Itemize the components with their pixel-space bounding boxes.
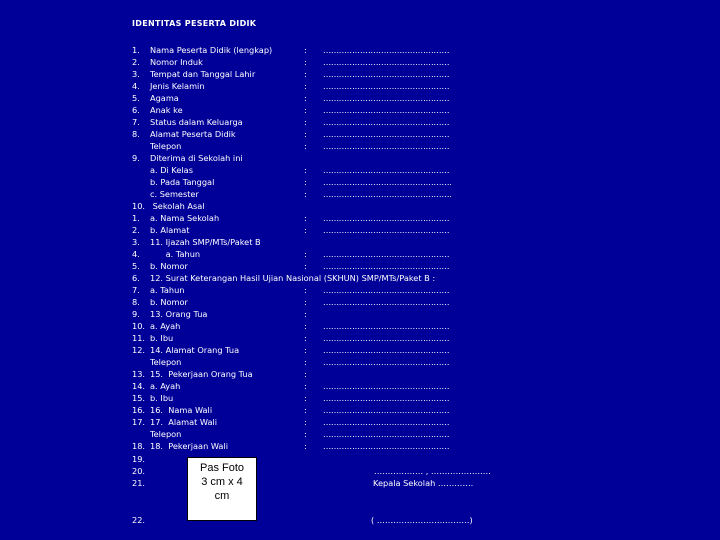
field-row	[0, 212, 720, 224]
field-number: 2.	[132, 57, 140, 67]
field-row	[0, 248, 720, 260]
field-number: 1.	[132, 213, 140, 223]
field-number: 9.	[132, 309, 140, 319]
field-number: 16.	[132, 405, 146, 415]
field-colon: :	[304, 261, 307, 271]
photo-label-line1: Pas Foto	[199, 462, 245, 474]
field-row	[0, 236, 720, 248]
photo-placeholder-box	[187, 457, 257, 521]
field-colon: :	[304, 357, 307, 367]
field-label: a. Ayah	[150, 381, 181, 391]
field-colon: :	[304, 345, 307, 355]
field-blank-line: …………………………………………	[323, 321, 450, 331]
field-blank-line: ………………………………………….	[323, 177, 452, 187]
field-blank-line: …………………………………………	[323, 105, 450, 115]
field-row	[0, 308, 720, 320]
field-label: b. Nomor	[150, 261, 188, 271]
field-blank-line: …………………………………………	[323, 165, 450, 175]
field-row	[0, 272, 720, 284]
field-row	[0, 56, 720, 68]
principal-label: Kepala Sekolah ………….	[373, 478, 474, 488]
field-colon: :	[304, 369, 307, 379]
field-number: 14.	[132, 381, 146, 391]
identity-fields-list	[0, 44, 720, 452]
field-blank-line: …………………………………………	[323, 357, 450, 367]
field-number: 10.	[132, 201, 146, 211]
field-number: 18.	[132, 441, 146, 451]
field-blank-line: …………………………………………	[323, 81, 450, 91]
field-colon: :	[304, 381, 307, 391]
field-row	[0, 416, 720, 428]
field-number: 9.	[132, 153, 140, 163]
field-label: 13. Orang Tua	[150, 309, 208, 319]
field-number: 6.	[132, 105, 140, 115]
field-number: 8.	[132, 297, 140, 307]
place-date-line: ……………… , ………………….	[374, 466, 491, 476]
field-colon: :	[304, 177, 307, 187]
field-label: 12. Surat Keterangan Hasil Ujian Nasional (SKHUN) SMP/MTs/Paket B :	[150, 273, 436, 283]
field-label: 14. Alamat Orang Tua	[150, 345, 240, 355]
field-row	[0, 164, 720, 176]
field-blank-line: …………………………………………	[323, 93, 450, 103]
field-blank-line: …………………………………………	[323, 381, 450, 391]
field-colon: :	[304, 309, 307, 319]
field-label: Agama	[150, 93, 179, 103]
field-label: 11. Ijazah SMP/MTs/Paket B	[150, 237, 261, 247]
field-colon: :	[304, 441, 307, 451]
field-label: Nomor Induk	[150, 57, 203, 67]
field-label: a. Tahun	[150, 285, 185, 295]
field-label: Status dalam Keluarga	[150, 117, 243, 127]
field-colon: :	[304, 213, 307, 223]
field-blank-line: …………………………………………	[323, 69, 450, 79]
field-blank-line: ………………………………………….	[323, 189, 452, 199]
field-row	[0, 140, 720, 152]
field-colon: :	[304, 297, 307, 307]
field-number: 2.	[132, 225, 140, 235]
field-label: Jenis Kelamin	[150, 81, 205, 91]
field-label: a. Ayah	[150, 321, 181, 331]
field-colon: :	[304, 189, 307, 199]
field-label: b. Ibu	[150, 393, 174, 403]
field-row	[0, 68, 720, 80]
field-row	[0, 80, 720, 92]
field-label: a. Nama Sekolah	[150, 213, 220, 223]
field-blank-line: …………………………………………	[323, 117, 450, 127]
field-label: Tempat dan Tanggal Lahir	[150, 69, 256, 79]
field-label: Telepon	[150, 429, 182, 439]
field-row	[0, 188, 720, 200]
field-row	[0, 320, 720, 332]
field-blank-line: …………………………………………	[323, 57, 450, 67]
field-row	[0, 44, 720, 56]
field-row	[0, 368, 720, 380]
photo-label-line3: cm	[214, 490, 230, 502]
field-label: a. Tahun	[150, 249, 201, 259]
field-colon: :	[304, 333, 307, 343]
field-number: 7.	[132, 285, 140, 295]
field-label: b. Nomor	[150, 297, 188, 307]
field-label: 18. Pekerjaan Wali	[150, 441, 228, 451]
field-number: 4.	[132, 249, 140, 259]
field-row	[0, 380, 720, 392]
field-colon: :	[304, 45, 307, 55]
field-number: 7.	[132, 117, 140, 127]
field-colon: :	[304, 285, 307, 295]
field-label: Sekolah Asal	[150, 201, 205, 211]
field-row	[0, 104, 720, 116]
field-colon: :	[304, 57, 307, 67]
field-colon: :	[304, 429, 307, 439]
field-blank-line: …………………………………………	[323, 45, 450, 55]
field-blank-line: …………………………………………	[323, 225, 450, 235]
item-number-20: 20.	[132, 466, 146, 476]
field-number: 13.	[132, 369, 146, 379]
field-row	[0, 260, 720, 272]
field-blank-line: …………………………………………	[323, 213, 450, 223]
field-label: 16. Nama Wali	[150, 405, 213, 415]
field-number: 3.	[132, 69, 140, 79]
field-number: 3.	[132, 237, 140, 247]
photo-label-line2: 3 cm x 4	[201, 476, 243, 488]
field-blank-line: …………………………………………	[323, 141, 450, 151]
field-colon: :	[304, 129, 307, 139]
field-colon: :	[304, 117, 307, 127]
field-blank-line: …………………………………………	[323, 441, 450, 451]
field-row	[0, 296, 720, 308]
item-number-21: 21.	[132, 478, 146, 488]
field-colon: :	[304, 165, 307, 175]
field-row	[0, 332, 720, 344]
field-label: Nama Peserta Didik (lengkap)	[150, 45, 273, 55]
field-number: 4.	[132, 81, 140, 91]
field-label: b. Pada Tanggal	[150, 177, 215, 187]
field-blank-line: …………………………………………	[323, 417, 450, 427]
field-row	[0, 116, 720, 128]
field-row	[0, 152, 720, 164]
field-blank-line: …………………………………………	[323, 405, 450, 415]
field-label: Anak ke	[150, 105, 183, 115]
field-number: 10.	[132, 321, 146, 331]
field-colon: :	[304, 417, 307, 427]
field-row	[0, 356, 720, 368]
field-row	[0, 428, 720, 440]
field-number: 15.	[132, 393, 146, 403]
field-label: b. Alamat	[150, 225, 190, 235]
field-colon: :	[304, 105, 307, 115]
field-blank-line: …………………………………………	[323, 345, 450, 355]
field-number: 5.	[132, 261, 140, 271]
field-row	[0, 284, 720, 296]
field-label: Telepon	[150, 141, 182, 151]
field-row	[0, 392, 720, 404]
field-row	[0, 440, 720, 452]
field-row	[0, 176, 720, 188]
field-colon: :	[304, 93, 307, 103]
field-number: 17.	[132, 417, 146, 427]
field-number: 5.	[132, 93, 140, 103]
field-number: 6.	[132, 273, 140, 283]
field-colon: :	[304, 69, 307, 79]
field-row	[0, 344, 720, 356]
field-blank-line: …………………………………………	[323, 333, 450, 343]
field-colon: :	[304, 249, 307, 259]
field-colon: :	[304, 225, 307, 235]
field-label: 15. Pekerjaan Orang Tua	[150, 369, 253, 379]
field-colon: :	[304, 81, 307, 91]
field-row	[0, 200, 720, 212]
field-blank-line: …………………………………………	[323, 297, 450, 307]
field-number: 1.	[132, 45, 140, 55]
document-heading: IDENTITAS PESERTA DIDIK	[132, 19, 257, 28]
field-blank-line: …………………………………………	[323, 249, 450, 259]
field-label: 17. Alamat Wali	[150, 417, 218, 427]
field-blank-line: …………………………………………	[323, 393, 450, 403]
field-label: Telepon	[150, 357, 182, 367]
field-colon: :	[304, 321, 307, 331]
field-row	[0, 404, 720, 416]
field-label: c. Semester	[150, 189, 199, 199]
field-number: 11.	[132, 333, 146, 343]
item-number-22: 22.	[132, 515, 146, 525]
field-row	[0, 128, 720, 140]
field-blank-line: …………………………………………	[323, 429, 450, 439]
field-row	[0, 92, 720, 104]
field-colon: :	[304, 141, 307, 151]
field-label: a. Di Kelas	[150, 165, 193, 175]
field-number: 8.	[132, 129, 140, 139]
field-blank-line: …………………………………………	[323, 285, 450, 295]
field-colon: :	[304, 393, 307, 403]
field-label: Alamat Peserta Didik	[150, 129, 236, 139]
field-row	[0, 224, 720, 236]
field-colon: :	[304, 405, 307, 415]
field-label: b. Ibu	[150, 333, 174, 343]
field-blank-line: …………………………………………	[323, 129, 450, 139]
signature-name-line: ( …………………………….)	[371, 515, 473, 525]
field-blank-line: …………………………………………	[323, 261, 450, 271]
item-number-19: 19.	[132, 454, 146, 464]
field-number: 12.	[132, 345, 146, 355]
field-label: Diterima di Sekolah ini	[150, 153, 243, 163]
